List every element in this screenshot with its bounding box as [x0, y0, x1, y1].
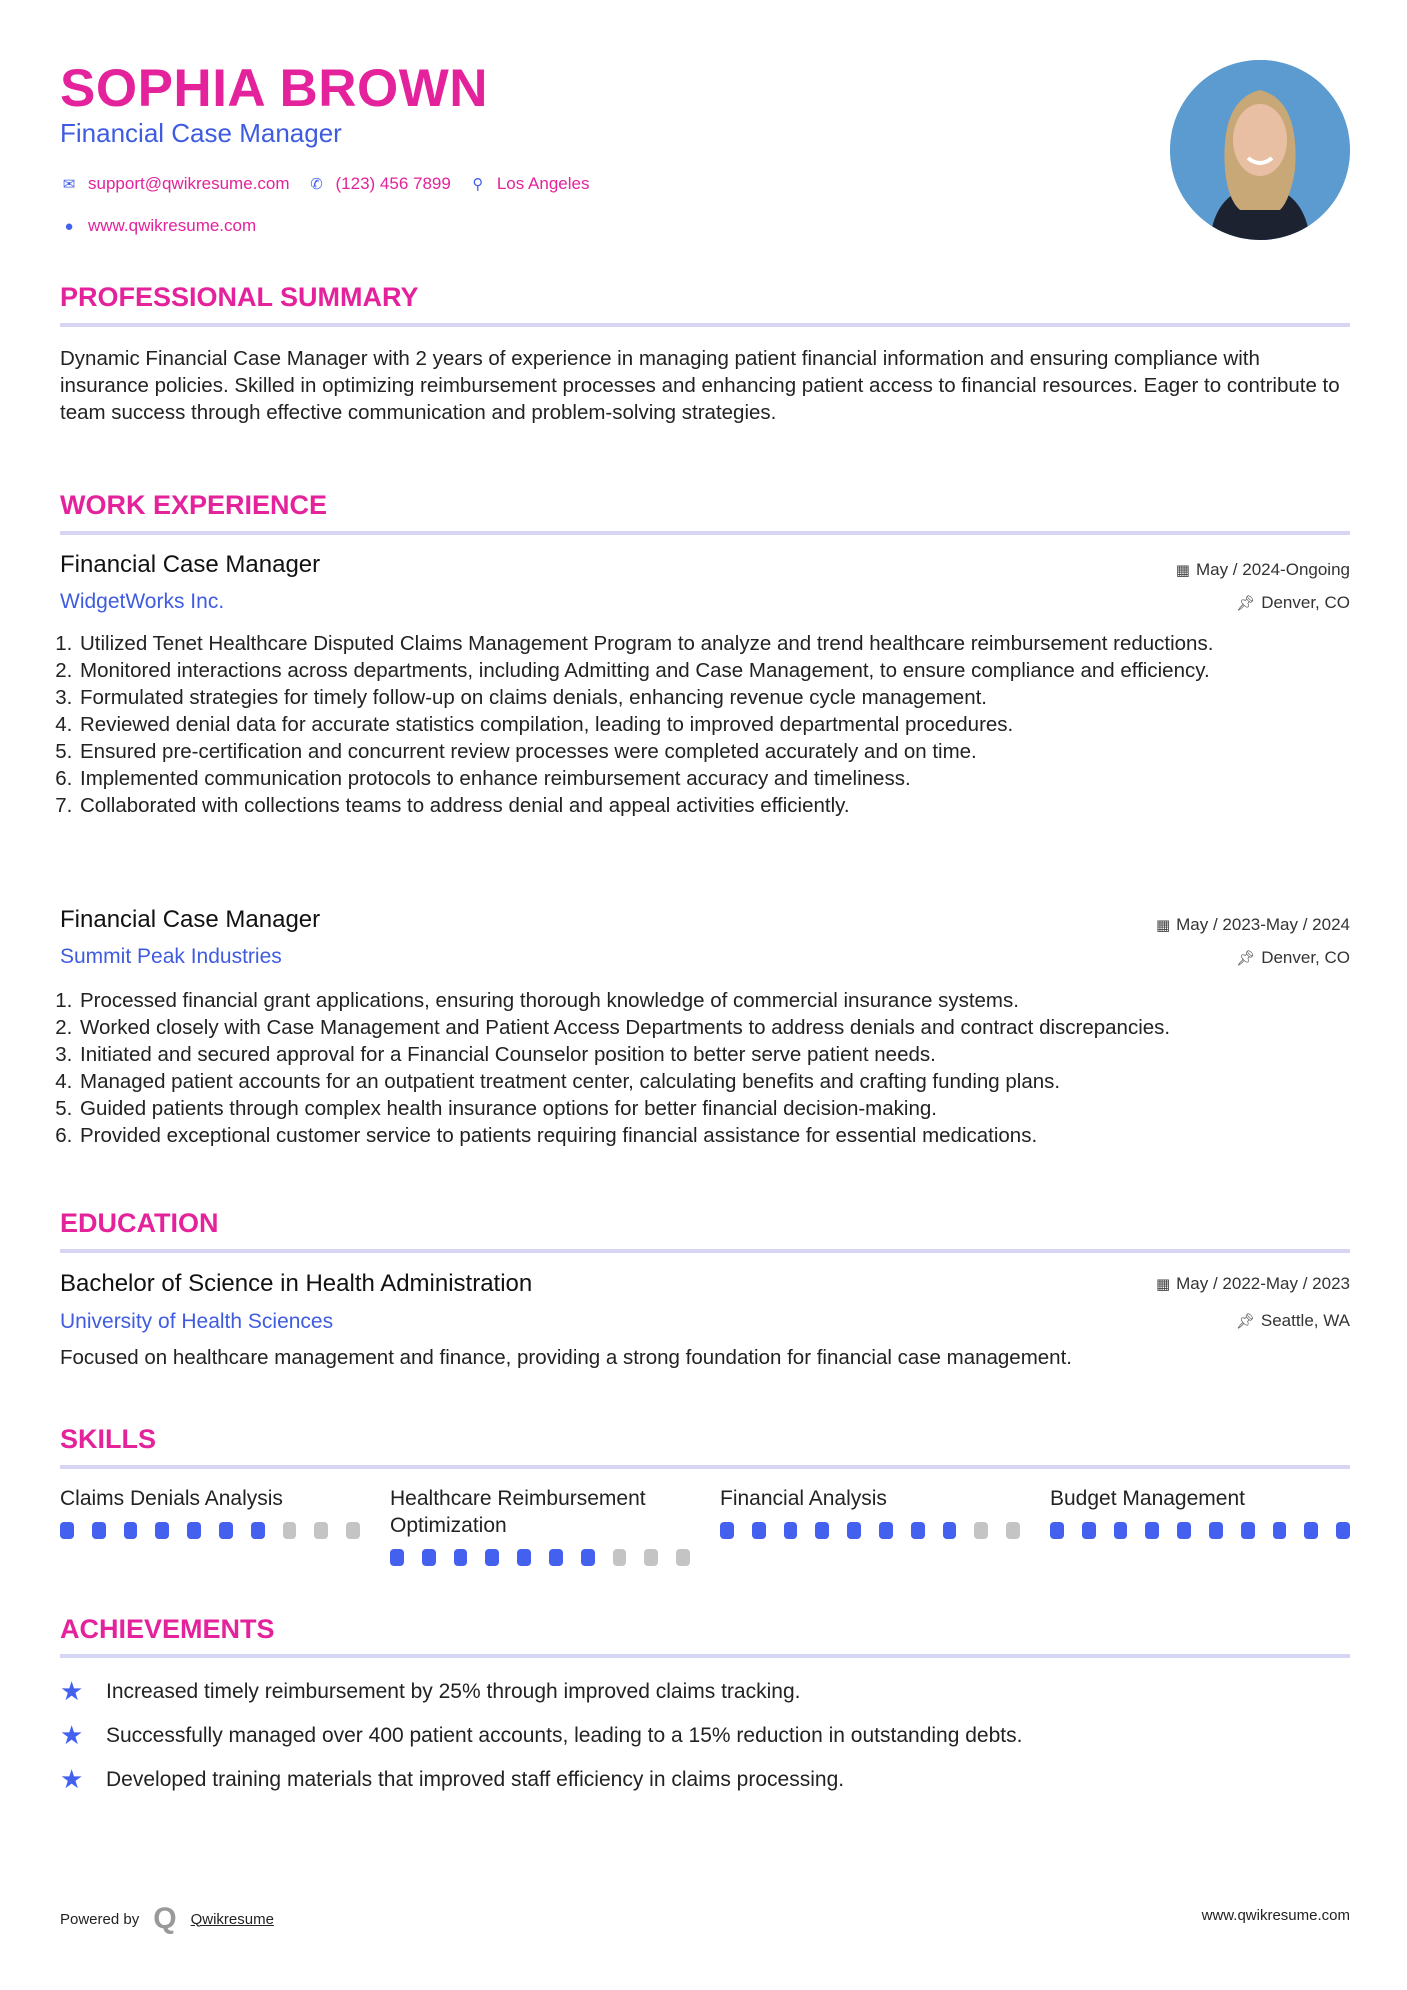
skill-dot [60, 1522, 74, 1539]
pushpin-icon: 📌︎ [1236, 950, 1256, 967]
qwikresume-logo-icon: Q [153, 1902, 177, 1935]
profile-photo [1170, 60, 1350, 240]
skill-dot [720, 1522, 734, 1539]
brand-link[interactable]: Qwikresume [190, 1910, 274, 1928]
bullet-item: 3. Formulated strategies for timely follow-up on claims denials, enhancing revenue cycle management. [78, 684, 1355, 711]
pushpin-icon: 📌︎ [1235, 1313, 1255, 1330]
job-role: Financial Case Manager [60, 906, 321, 933]
skill-dot [1082, 1522, 1096, 1539]
skill-dot [454, 1549, 468, 1566]
star-icon: ★ [60, 1720, 84, 1750]
candidate-name: SOPHIA BROWN [60, 59, 489, 118]
bullet-item: 5. Ensured pre-certification and concurrent review processes were completed accurately and on time. [78, 738, 1355, 765]
email-link[interactable]: support@qwikresume.com [88, 174, 290, 193]
job-bullets [60, 630, 1355, 819]
skill-name: Financial Analysis [720, 1487, 887, 1510]
location-text: Denver, CO [1261, 948, 1350, 967]
skills-heading: SKILLS [60, 1424, 157, 1454]
achievement-text: Increased timely reimbursement by 25% through improved claims tracking. [106, 1679, 801, 1703]
envelope-icon: ✉ [62, 176, 76, 193]
skill-dot [517, 1549, 531, 1566]
summary-text: Dynamic Financial Case Manager with 2 years of experience in managing patient financial information and ensuring compliance with insurance policies. Skilled in optimizing reimbursement processes and enhancing patient access to financial resources. Eager to contribute to team success through effective communication and problem-solving strategies. [60, 347, 1340, 424]
skill-dot [1209, 1522, 1223, 1539]
achievement-item [60, 1720, 1022, 1751]
phone-icon: ✆ [310, 176, 323, 193]
bullet-item: 3. Initiated and secured approval for a Financial Counselor position to better serve patient needs. [78, 1041, 1355, 1068]
phone-text: (123) 456 7899 [335, 174, 451, 193]
powered-by-text: Powered by [60, 1910, 140, 1928]
skill-item [60, 1485, 360, 1566]
skill-dot [155, 1522, 169, 1539]
bullet-item: 2. Worked closely with Case Management and Patient Access Departments to address denials and contract discrepancies. [78, 1014, 1355, 1041]
bullet-item: 7. Collaborated with collections teams to address denial and appeal activities efficiently. [78, 792, 1355, 819]
contact-row [60, 174, 589, 194]
skill-dot [485, 1549, 499, 1566]
skill-dot [1273, 1522, 1287, 1539]
website-row [60, 216, 256, 236]
skill-dot [613, 1549, 627, 1566]
job-dates [1156, 915, 1350, 935]
skill-level-meter [720, 1522, 1020, 1539]
dates-text: May / 2022-May / 2023 [1176, 1274, 1350, 1293]
star-icon: ★ [60, 1764, 84, 1794]
divider [60, 323, 1350, 327]
skill-dot [815, 1522, 829, 1539]
bullet-item: 4. Managed patient accounts for an outpatient treatment center, calculating benefits and crafting funding plans. [78, 1068, 1355, 1095]
map-pin-icon: ⚲ [472, 176, 484, 193]
footer-website[interactable]: www.qwikresume.com [1201, 1907, 1350, 1924]
skill-dot [1145, 1522, 1159, 1539]
bullet-item: 1. Utilized Tenet Healthcare Disputed Claims Management Program to analyze and trend healthcare reimbursement reductions. [78, 630, 1355, 657]
bullet-item: 1. Processed financial grant applications, ensuring thorough knowledge of commercial insurance systems. [78, 987, 1355, 1014]
location-text: Los Angeles [496, 174, 590, 193]
bullet-item: 6. Provided exceptional customer service to patients requiring financial assistance for essential medications. [78, 1122, 1355, 1149]
skill-dot [1050, 1522, 1064, 1539]
skill-item [390, 1485, 690, 1566]
achievement-item [60, 1764, 844, 1795]
location-text: Denver, CO [1261, 593, 1350, 612]
job-location [1236, 593, 1350, 613]
skill-dot [943, 1522, 957, 1539]
skill-dot [390, 1549, 404, 1566]
skill-name: Claims Denials Analysis [60, 1487, 283, 1510]
job-dates [1176, 560, 1350, 580]
location-text: Seattle, WA [1260, 1311, 1350, 1330]
skill-item [720, 1485, 1020, 1566]
skill-dot [752, 1522, 766, 1539]
skill-level-meter [60, 1522, 360, 1539]
footer-powered [60, 1902, 274, 1936]
education-heading: EDUCATION [60, 1208, 219, 1238]
bullet-item: 5. Guided patients through complex health insurance options for better financial decision-making. [78, 1095, 1355, 1122]
pushpin-icon: 📌︎ [1236, 595, 1256, 612]
skill-dot [92, 1522, 106, 1539]
skill-dot [283, 1522, 297, 1539]
skill-name: Healthcare Reimbursement Optimization [390, 1487, 646, 1537]
calendar-icon: ▦ [1155, 1276, 1171, 1293]
star-icon: ★ [60, 1676, 84, 1706]
dates-text: May / 2024-Ongoing [1195, 560, 1350, 579]
skill-dot [1304, 1522, 1318, 1539]
dates-text: May / 2023-May / 2024 [1176, 915, 1350, 934]
skill-dot [1336, 1522, 1350, 1539]
job-company: Summit Peak Industries [60, 945, 282, 968]
achievement-item [60, 1676, 800, 1707]
education-description: Focused on healthcare management and finance, providing a strong foundation for financial case management. [60, 1346, 1072, 1369]
job-role: Financial Case Manager [60, 551, 321, 578]
achievement-text: Successfully managed over 400 patient accounts, leading to a 15% reduction in outstanding debts. [106, 1723, 1023, 1747]
divider [60, 1654, 1350, 1658]
skill-dot [581, 1549, 595, 1566]
skill-dot [784, 1522, 798, 1539]
skill-name: Budget Management [1050, 1487, 1245, 1510]
divider [60, 1465, 1350, 1469]
skill-dot [219, 1522, 233, 1539]
skill-dot [422, 1549, 436, 1566]
candidate-title: Financial Case Manager [60, 118, 342, 148]
skill-dot [1006, 1522, 1020, 1539]
calendar-icon: ▦ [1155, 917, 1171, 934]
skill-item [1050, 1485, 1350, 1566]
skill-dot [1114, 1522, 1128, 1539]
education-dates [1156, 1274, 1350, 1294]
skill-dot [549, 1549, 563, 1566]
skill-dot [314, 1522, 328, 1539]
job-location [1236, 948, 1350, 968]
skill-dot [1241, 1522, 1255, 1539]
degree: Bachelor of Science in Health Administration [60, 1270, 533, 1297]
skill-dot [847, 1522, 861, 1539]
website-link[interactable]: www.qwikresume.com [88, 216, 257, 235]
school: University of Health Sciences [60, 1310, 334, 1333]
skill-dot [911, 1522, 925, 1539]
skill-dot [1177, 1522, 1191, 1539]
skill-dot [676, 1549, 690, 1566]
skill-dot [644, 1549, 658, 1566]
skill-dot [974, 1522, 988, 1539]
skill-dot [124, 1522, 138, 1539]
job-company: WidgetWorks Inc. [60, 590, 225, 613]
skill-dot [346, 1522, 360, 1539]
divider [60, 1249, 1350, 1253]
bullet-item: 2. Monitored interactions across departments, including Admitting and Case Management, to ensure compliance and efficiency. [78, 657, 1355, 684]
calendar-icon: ▦ [1175, 562, 1190, 579]
globe-icon: ● [64, 217, 74, 235]
bullet-item: 6. Implemented communication protocols to enhance reimbursement accuracy and timeliness. [78, 765, 1355, 792]
skill-dot [251, 1522, 265, 1539]
summary-heading: PROFESSIONAL SUMMARY [60, 282, 419, 312]
bullet-item: 4. Reviewed denial data for accurate statistics compilation, leading to improved departmental procedures. [78, 711, 1355, 738]
experience-heading: WORK EXPERIENCE [60, 490, 328, 520]
divider [60, 531, 1350, 535]
achievement-text: Developed training materials that improved staff efficiency in claims processing. [106, 1767, 845, 1791]
skill-dot [187, 1522, 201, 1539]
job-bullets [60, 987, 1355, 1149]
skill-dot [879, 1522, 893, 1539]
achievements-heading: ACHIEVEMENTS [60, 1614, 275, 1644]
education-location [1236, 1311, 1350, 1331]
skills-list [60, 1485, 1350, 1566]
skill-level-meter [390, 1549, 690, 1566]
skill-level-meter [1050, 1522, 1350, 1539]
